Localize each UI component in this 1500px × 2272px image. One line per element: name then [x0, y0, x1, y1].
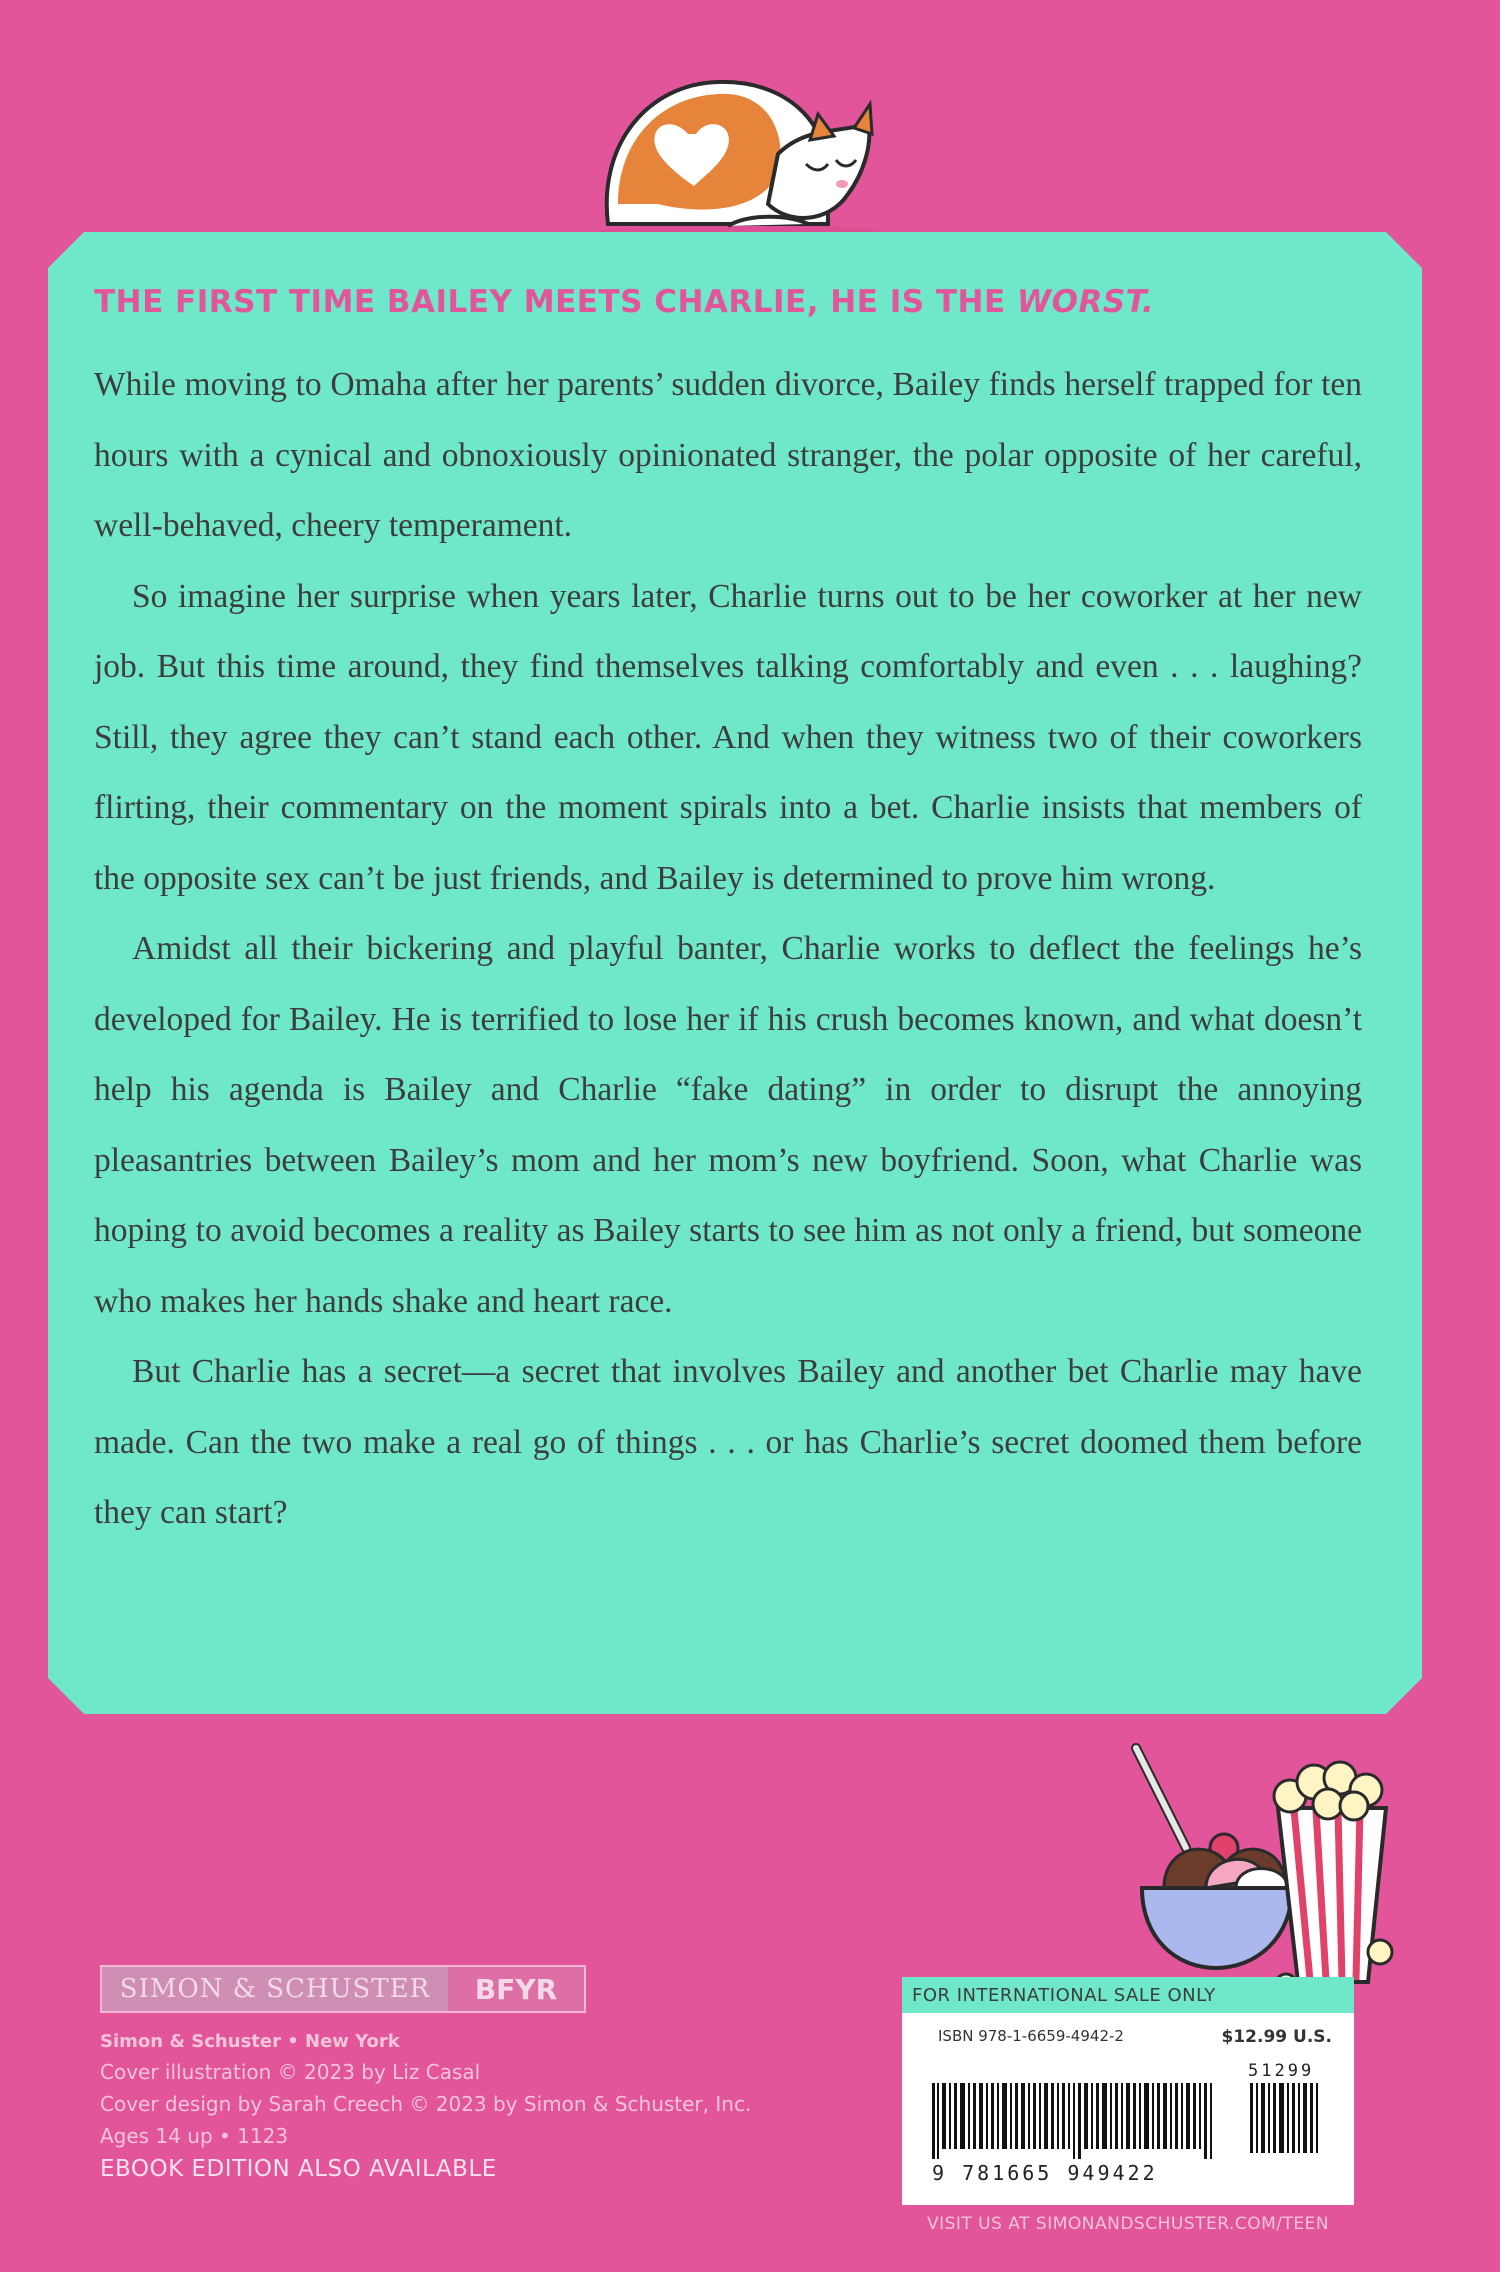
ice-cream-popcorn-illustration	[1116, 1738, 1396, 2000]
publisher-city: Simon & Schuster • New York	[100, 2031, 400, 2052]
publisher-logo	[100, 1965, 586, 2013]
sleeping-cat-illustration	[578, 64, 898, 244]
publisher-info	[100, 1965, 850, 2182]
international-sale-label: FOR INTERNATIONAL SALE ONLY	[902, 1977, 1354, 2013]
price: $12.99 U.S.	[1221, 2027, 1332, 2047]
headline-emphasis: WORST.	[1016, 284, 1155, 320]
cover-illustration-credit: Cover illustration © 2023 by Liz Casal	[100, 2060, 481, 2084]
website-link: VISIT US AT SIMONANDSCHUSTER.COM/TEEN	[926, 2214, 1330, 2234]
synopsis	[94, 350, 1362, 1549]
paragraph-3: Amidst all their bickering and playful banter, Charlie works to deflect the feelings he’s developed for Bailey. He is terrified to lose her if his crush becomes known, and what doesn’t help his agenda is Bailey and Charlie “fake dating” in order to disrupt the annoying pleasantries between Bailey’s mom and her mom’s new boyfriend. Soon, what Charlie was hoping to avoid becomes a reality as Bailey starts to see him as not only a friend, but someone who makes her hands shake and heart race.	[94, 930, 1362, 1320]
barcode-graphics	[932, 2061, 1332, 2185]
ebook-notice: EBOOK EDITION ALSO AVAILABLE	[100, 2156, 497, 2182]
barcode-number: 9 781665 949422	[932, 2161, 1158, 2185]
logo-bfyr: BFYR	[448, 1967, 584, 2011]
isbn-number: ISBN 978-1-6659-4942-2	[938, 2027, 1124, 2045]
headline	[94, 284, 1394, 320]
logo-simon-schuster: SIMON & SCHUSTER	[102, 1967, 448, 2011]
barcode-box	[902, 1977, 1354, 2205]
barcode-icon	[932, 2083, 1332, 2159]
age-range: Ages 14 up • 1123	[100, 2124, 289, 2148]
paragraph-1: While moving to Omaha after her parents’ sudden divorce, Bailey finds herself trapped for ten hours with a cynical and obnoxiously opinionated stranger, the polar opposite of her careful, well-behaved, cheery temperament.	[94, 366, 1362, 544]
cover-design-credit: Cover design by Sarah Creech © 2023 by Simon & Schuster, Inc.	[100, 2092, 752, 2116]
paragraph-4: But Charlie has a secret—a secret that involves Bailey and another bet Charlie may have made. Can the two make a real go of things . . . or has Charlie’s secret doomed them before they can start?	[94, 1353, 1362, 1531]
headline-main: THE FIRST TIME BAILEY MEETS CHARLIE, HE IS THE	[94, 284, 1017, 320]
barcode-addon-number: 51299	[1248, 2061, 1315, 2081]
paragraph-2: So imagine her surprise when years later, Charlie turns out to be her coworker at her new job. But this time around, they find themselves talking comfortably and even . . . laughing? Still, they agree they can’t stand each other. And when they witness two of their coworkers flirting, their commentary on the moment spirals into a bet. Charlie insists that members of the opposite sex can’t be just friends, and Bailey is determined to prove him wrong.	[94, 577, 1362, 897]
